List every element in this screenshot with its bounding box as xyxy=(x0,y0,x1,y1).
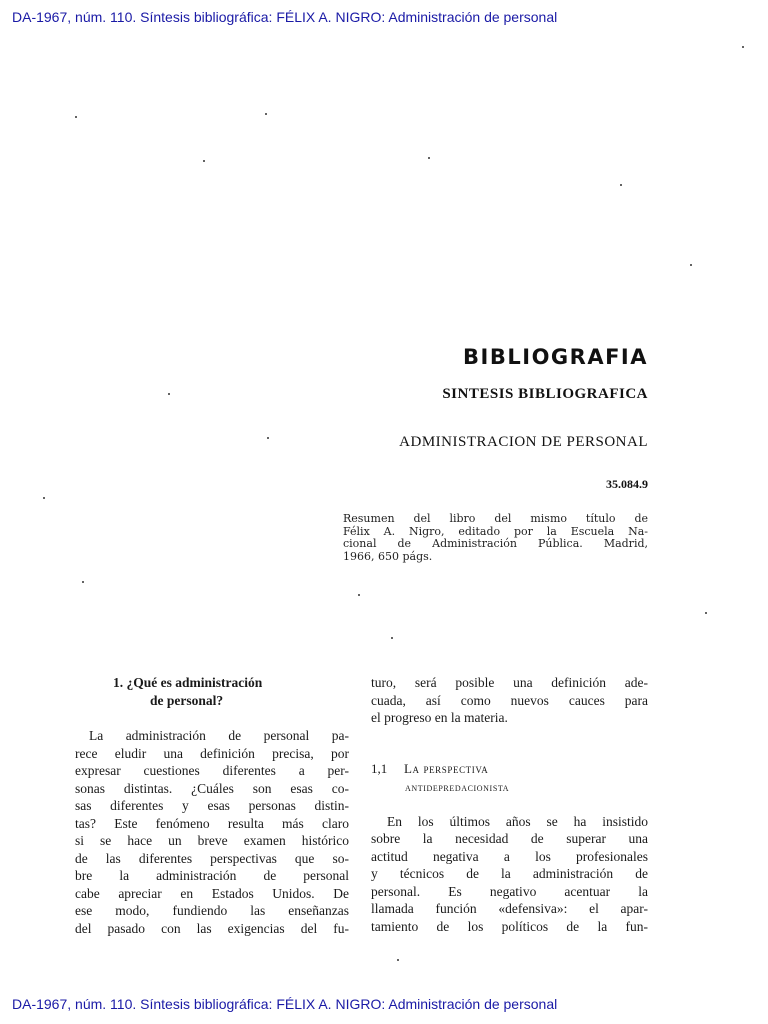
paragraph-line: turo, será posible una definición ade- xyxy=(371,675,648,690)
paragraph-line: rece eludir una definición precisa, por xyxy=(75,745,349,761)
summary-line: 1966, 650 págs. xyxy=(343,549,433,563)
scan-speck xyxy=(742,46,744,48)
paragraph-line: La administración de personal pa- xyxy=(89,728,349,743)
continuation-paragraph xyxy=(371,674,648,727)
paragraph-line: sas diferentes y esas personas distin- xyxy=(75,798,349,813)
heading-line: 1. ¿Qué es administración xyxy=(113,675,263,690)
heading-line: de personal? xyxy=(150,692,224,708)
subsection-title-line: antidepredacionista xyxy=(405,779,510,794)
scan-speck xyxy=(267,437,269,439)
paragraph-line: bre la administración de personal xyxy=(75,868,349,883)
paragraph-line: del pasado con las exigencias del fu- xyxy=(75,920,349,936)
paragraph-line: cuada, así como nuevos cauces para xyxy=(371,692,648,708)
paragraph-line: sonas distintas. ¿Cuáles son esas co- xyxy=(75,780,349,796)
scan-speck xyxy=(391,637,393,639)
scan-speck xyxy=(705,612,707,614)
right-column xyxy=(371,674,648,935)
scan-speck xyxy=(168,393,170,395)
paragraph-line: En los últimos años se ha insistido xyxy=(387,813,648,829)
paragraph-line: personal. Es negativo acentuar la xyxy=(371,883,648,899)
scan-speck xyxy=(265,113,267,115)
subsection-title-line: La perspectiva xyxy=(403,760,489,776)
paragraph-line: cabe apreciar en Estados Unidos. De xyxy=(75,885,349,901)
book-title: ADMINISTRACION DE PERSONAL xyxy=(399,434,648,450)
scan-speck xyxy=(397,959,399,961)
paragraph xyxy=(75,727,349,937)
paragraph-line: si se hace un breve examen histórico xyxy=(75,833,349,848)
summary-line: Resumen del libro del mismo título de xyxy=(343,512,648,525)
subsection-title: SINTESIS BIBLIOGRAFICA xyxy=(442,386,648,402)
paragraph-line: y técnicos de la administración de xyxy=(371,866,648,881)
classification-code: 35.084.9 xyxy=(606,477,648,491)
scan-speck xyxy=(43,497,45,499)
left-column xyxy=(75,674,349,937)
paragraph xyxy=(371,813,648,936)
running-footer: DA-1967, núm. 110. Síntesis bibliográfica: FÉLIX A. NIGRO: Administración de personal xyxy=(12,996,558,1012)
paragraph-line: expresar cuestiones diferentes a per- xyxy=(75,763,349,778)
subsection-heading xyxy=(371,760,648,796)
running-header: DA-1967, núm. 110. Síntesis bibliográfica: FÉLIX A. NIGRO: Administración de personal xyxy=(12,9,558,25)
summary-line: cional de Administración Pública. Madrid, xyxy=(343,537,648,550)
paragraph-line: tamiento de los políticos de la fun- xyxy=(371,918,648,934)
paragraph-line: llamada función «defensiva»: el apar- xyxy=(371,901,648,916)
section-heading xyxy=(75,674,349,709)
paragraph-line: actitud negativa a los profesionales xyxy=(371,848,648,864)
section-title: BIBLIOGRAFIA xyxy=(463,345,648,369)
scan-speck xyxy=(690,264,692,266)
subsection-number: 1,1 xyxy=(371,760,388,776)
paragraph-line: de las diferentes perspectivas que so- xyxy=(75,850,349,866)
scan-speck xyxy=(82,581,84,583)
summary-line: Félix A. Nigro, editado por la Escuela Na- xyxy=(343,524,648,538)
paragraph-line: tas? Este fenómeno resulta más claro xyxy=(75,815,349,831)
scan-speck xyxy=(203,160,205,162)
scan-speck xyxy=(358,594,360,596)
scan-speck xyxy=(75,116,77,118)
paragraph-line: ese modo, fundiendo las enseñanzas xyxy=(75,903,349,918)
paragraph-line: sobre la necesidad de superar una xyxy=(371,831,648,846)
summary-note xyxy=(343,513,648,563)
scan-speck xyxy=(620,184,622,186)
paragraph-line: el progreso en la materia. xyxy=(371,710,508,725)
scan-speck xyxy=(428,157,430,159)
